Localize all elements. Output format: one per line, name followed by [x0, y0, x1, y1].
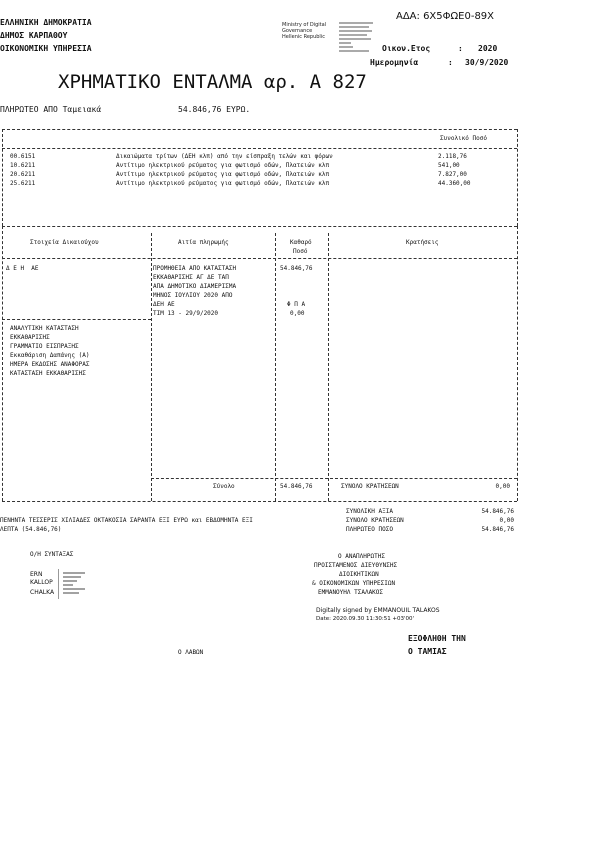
doc-item: ΑΝΑΛΥΤΙΚΗ ΚΑΤΑΣΤΑΣΗ	[10, 325, 79, 332]
line-desc: Δικαιώματα τρίτων (ΔΕΗ κλπ) από την είσπραξη τελών και φόρων	[116, 153, 333, 160]
fiscal-year-label: Οικον.Ετος	[382, 44, 431, 53]
summary-label: ΣΥΝΟΛΟ ΚΡΑΤΗΣΕΩΝ	[346, 517, 404, 524]
doc-item: ΓΡΑΜΜΑΤΙΟ ΕΙΣΠΡΑΞΗΣ	[10, 343, 79, 350]
cause-line: ΠΡΟΜΗΘΕΙΑ ΑΠΟ ΚΑΤΑΣΤΑΣΗ	[153, 265, 237, 272]
composer-digital-signature	[58, 569, 89, 599]
col-header-deductions: Κρατήσεις	[406, 239, 439, 246]
amount-in-words-1: ΠΕΝΗΝΤΑ ΤΕΣΣΕΡΙΣ ΧΙΛΙΑΔΕΣ ΟΚΤΑΚΟΣΙΑ ΣΑΡΑΝΤΑ ΕΞΙ ΕΥΡΩ και ΕΒΔΟΜΗΝΤΑ ΕΞΙ	[0, 517, 253, 524]
composer-name-2: KALLOP	[30, 579, 53, 586]
cause-line: ΜΗΝΟΣ ΙΟΥΛΙΟΥ 2020 ΑΠΟ	[153, 292, 233, 299]
cashier-label: Ο ΤΑΜΙΑΣ	[408, 647, 447, 656]
sig-org-3: Hellenic Republic	[282, 34, 325, 40]
doc-item: ΕΚΚΑΘΑΡΙΣΗΣ	[10, 334, 50, 341]
issuer-line-1: ΕΛΛΗΝΙΚΗ ΔΗΜΟΚΡΑΤΙΑ	[0, 18, 92, 27]
line-code: 00.6151	[10, 153, 36, 160]
totals-label: Σύνολο	[213, 483, 235, 490]
table-right-border	[517, 226, 518, 501]
line-code: 10.6211	[10, 162, 36, 169]
doc-item: Εκκαθάριση Δαπάνης (Α)	[10, 352, 90, 359]
fine-print-lines	[339, 21, 375, 55]
composer-name-1: ERN	[30, 571, 43, 578]
net-amount: 54.846,76	[280, 265, 313, 272]
summary-value: 54.846,76	[481, 508, 514, 515]
box-top-border	[2, 129, 517, 130]
col-header-net-2: Ποσό	[293, 248, 308, 255]
issuer-line-2: ΔΗΜΟΣ ΚΑΡΠΑΘΟΥ	[0, 31, 68, 40]
fpa-label: Φ Π Α	[287, 301, 306, 308]
lines-header-divider	[2, 148, 517, 149]
docs-divider	[2, 319, 151, 320]
composer-name-3: CHALKA	[30, 589, 55, 596]
approver-name: ΕΜΜΑΝΟΥΗΛ ΤΣΑΛΑΚΟΣ	[318, 589, 384, 596]
summary-label: ΣΥΝΟΛΙΚΗ ΑΞΙΑ	[346, 508, 393, 515]
approver-line-4: & ΟΙΚΟΝΟΜΙΚΩΝ ΥΠΗΡΕΣΙΩΝ	[312, 580, 396, 587]
summary-value: 0,00	[499, 517, 514, 524]
page-title: ΧΡΗΜΑΤΙΚΟ ΕΝΤΑΛΜΑ αρ. Α 827	[58, 71, 367, 93]
line-amount: 7.827,00	[438, 171, 467, 178]
box-left-border	[2, 129, 3, 226]
table-col-divider-1	[151, 233, 152, 501]
issuer-line-3: ΟΙΚΟΝΟΜΙΚΗ ΥΠΗΡΕΣΙΑ	[0, 44, 92, 53]
line-code: 20.6211	[10, 171, 36, 178]
box-right-border	[517, 129, 518, 226]
payment-label: ΠΛΗΡΩΤΕΟ ΑΠΟ Ταμειακά	[0, 105, 102, 114]
line-amount: 44.360,00	[438, 180, 471, 187]
cause-line: ΕΚΚΑΘΑΡΙΣΗΣ ΑΓ ΔΕ ΤΑΠ	[153, 274, 229, 281]
totals-net: 54.846,76	[280, 483, 313, 490]
table-col-divider-2	[275, 233, 276, 501]
line-desc: Αντίτιμο ηλεκτρικού ρεύματος για φωτισμό οδών, Πλατειών κλπ	[116, 171, 330, 178]
paid-label: ΕΞΟΦΛΗΘΗ ΤΗΝ	[408, 634, 466, 643]
doc-item: ΚΑΤΑΣΤΑΣΗ ΕΚΚΑΘΑΡΙΣΗΣ	[10, 370, 86, 377]
signature-text-lines	[59, 569, 89, 599]
line-amount: 541,00	[438, 162, 460, 169]
approver-title: Ο ΑΝΑΠΛΗΡΩΤΗΣ	[338, 553, 385, 560]
sig-org-1: Ministry of Digital	[282, 22, 327, 28]
approver-digital-date: Date: 2020.09.30 11:30:51 +03'00'	[316, 616, 415, 622]
col-header-beneficiary: Στοιχεία Δικαιούχου	[30, 239, 99, 246]
date-label: Ημερομηνία	[370, 58, 419, 67]
cause-line: ΔΕΗ ΑΕ	[153, 301, 175, 308]
summary-label: ΠΛΗΡΩΤΕΟ ΠΟΣΟ	[346, 526, 393, 533]
doc-item: ΗΜΕΡΑ ΕΚΔΟΣΗΣ ΑΝΑΦΟΡΑΣ	[10, 361, 90, 368]
sig-org-2: Governance	[282, 28, 313, 34]
col-header-net: Καθαρό	[290, 239, 312, 246]
totals-deductions-value: 0,00	[495, 483, 510, 490]
fiscal-year-value: 2020	[478, 44, 498, 53]
totals-deductions-label: ΣΥΝΟΛΟ ΚΡΑΤΗΣΕΩΝ	[341, 483, 399, 490]
table-header-divider	[2, 258, 517, 259]
approver-line-3: ΔΙΟΙΚΗΤΙΚΩΝ	[339, 571, 379, 578]
table-bottom-border	[2, 501, 517, 502]
line-desc: Αντίτιμο ηλεκτρικού ρεύματος για φωτισμό οδών, Πλατειών κλπ	[116, 162, 330, 169]
col-header-cause: Αιτία πληρωμής	[178, 239, 229, 246]
lines-total-header: Συνολικό Ποσό	[440, 135, 487, 142]
line-desc: Αντίτιμο ηλεκτρικού ρεύματος για φωτισμό οδών, Πλατειών κλπ	[116, 180, 330, 187]
line-code: 25.6211	[10, 180, 36, 187]
date-value: 30/9/2020	[465, 58, 509, 67]
approver-line-2: ΠΡΟΙΣΤΑΜΕΝΟΣ ΔΙΕΥΘΥΝΣΗΣ	[314, 562, 398, 569]
table-col-divider-3	[328, 233, 329, 501]
date-sep: :	[448, 58, 453, 67]
beneficiary-name: Δ Ε Η ΑΕ	[6, 265, 39, 272]
amount-in-words-2: ΛΕΠΤΑ (54.846,76)	[0, 526, 62, 533]
receiver-label: Ο ΛΑΒΩΝ	[178, 649, 204, 656]
digital-signature-stamp	[282, 22, 326, 40]
cause-line: ΑΠΑ ΔΗΜΟΤΙΚΟ ΔΙΑΜΕΡΙΣΜΑ	[153, 283, 237, 290]
signature-fine-print-graphic	[339, 21, 375, 55]
cause-line: ΤΙΜ 13 - 29/9/2020	[153, 310, 219, 317]
table-top-border	[2, 226, 517, 227]
totals-divider	[151, 478, 517, 479]
summary-value: 54.846,76	[481, 526, 514, 533]
fiscal-year-sep: :	[458, 44, 463, 53]
fpa-value: 0,00	[290, 310, 305, 317]
line-amount: 2.118,76	[438, 153, 467, 160]
ada-code: ΑΔΑ: 6Χ5ΦΩΕ0-89Χ	[396, 11, 495, 22]
table-left-border	[2, 226, 3, 501]
approver-digital-signed: Digitally signed by EMMANOUIL TALAKOS	[316, 607, 440, 614]
composer-title: Ο/Η ΣΥΝΤΑΞΑΣ	[30, 551, 74, 558]
payment-amount: 54.846,76 ΕΥΡΩ.	[178, 105, 251, 114]
